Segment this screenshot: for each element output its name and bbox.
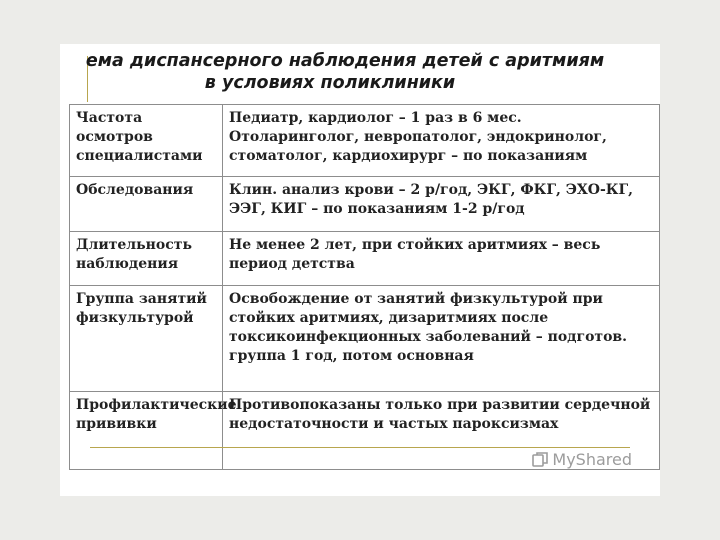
row-label: Частота осмотров специалистами: [70, 105, 223, 177]
observation-schedule-table: [69, 104, 660, 470]
table-row: [70, 105, 660, 177]
myshared-logo-icon: [532, 452, 548, 468]
row-value: Педиатр, кардиолог – 1 раз в 6 мес. Отоларинголог, невропатолог, эндокринолог, стоматолог, кардиохирург – по показаниям: [223, 105, 660, 177]
table-row: [70, 232, 660, 286]
slide-title: [60, 50, 660, 94]
row-label: Группа занятий физкультурой: [70, 286, 223, 392]
row-value: Не менее 2 лет, при стойких аритмиях – весь период детства: [223, 232, 660, 286]
table-row: [70, 286, 660, 392]
title-line-1: ема диспансерного наблюдения детей с аритмиям: [85, 51, 605, 71]
decorative-horizontal-line: [90, 447, 630, 448]
row-label: Профилактические прививки: [70, 392, 223, 470]
row-value: Клин. анализ крови – 2 р/год, ЭКГ, ФКГ, ЭХО-КГ, ЭЭГ, КИГ – по показаниям 1-2 р/год: [223, 177, 660, 232]
row-value: Противопоказаны только при развитии сердечной недостаточности и частых пароксизмах: [223, 392, 660, 470]
row-label: Обследования: [70, 177, 223, 232]
row-label: Длительность наблюдения: [70, 232, 223, 286]
table-row: [70, 177, 660, 232]
watermark-text: MyShared: [552, 450, 632, 469]
title-line-2: в условиях поликлиники: [204, 73, 456, 93]
watermark: [532, 450, 632, 469]
row-value: Освобождение от занятий физкультурой при стойких аритмиях, дизаритмиях после токсикоинфекционных заболеваний – подготов. группа 1 год, потом основная: [223, 286, 660, 392]
slide: [60, 44, 660, 496]
